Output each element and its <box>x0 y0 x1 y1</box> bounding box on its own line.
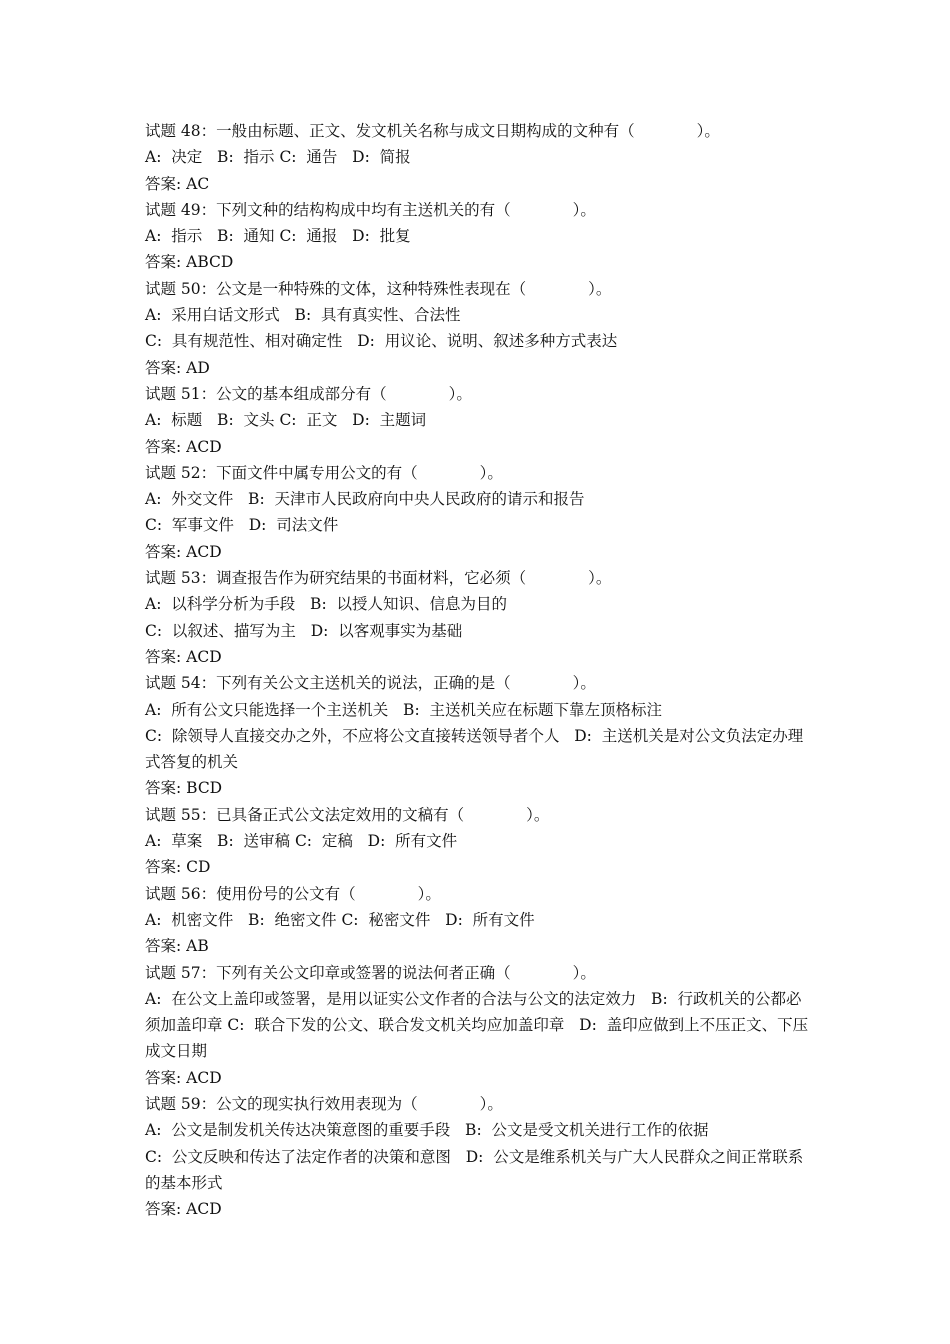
question-options: C: 以叙述、描写为主 D: 以客观事实为基础 <box>145 621 463 640</box>
question-title: 试题 59：公文的现实执行效用表现为（ ）。 <box>145 1094 503 1113</box>
question-title: 试题 49：下列文种的结构构成中均有主送机关的有（ ）。 <box>145 200 596 219</box>
question-options: A: 采用白话文形式 B: 具有真实性、合法性 <box>145 306 461 325</box>
question-options: C: 具有规范性、相对确定性 D: 用议论、说明、叙述多种方式表达 <box>145 332 618 351</box>
question-options: A: 标题 B: 文头 C: 正文 D: 主题词 <box>145 411 427 430</box>
question-list <box>145 118 810 1222</box>
question-53 <box>145 565 810 670</box>
question-answer: 答案: ACD <box>145 542 222 561</box>
question-answer: 答案: CD <box>145 858 211 877</box>
question-59 <box>145 1091 810 1222</box>
question-answer: 答案: ACD <box>145 647 222 666</box>
question-title: 试题 53：调查报告作为研究结果的书面材料，它必须（ ）。 <box>145 569 612 588</box>
question-52 <box>145 460 810 565</box>
question-answer: 答案: ACD <box>145 437 222 456</box>
question-title: 试题 54：下列有关公文主送机关的说法，正确的是（ ）。 <box>145 674 596 693</box>
question-title: 试题 52：下面文件中属专用公文的有（ ）。 <box>145 463 503 482</box>
question-title: 试题 50：公文是一种特殊的文体，这种特殊性表现在（ ）。 <box>145 279 612 298</box>
question-title: 试题 56：使用份号的公文有（ ）。 <box>145 884 441 903</box>
question-title: 试题 51：公文的基本组成部分有（ ）。 <box>145 384 472 403</box>
question-options: A: 指示 B: 通知 C: 通报 D: 批复 <box>145 227 411 246</box>
question-answer: 答案: AC <box>145 174 210 193</box>
question-57 <box>145 960 810 1091</box>
question-title: 试题 55：已具备正式公文法定效用的文稿有（ ）。 <box>145 805 550 824</box>
question-answer: 答案: ACD <box>145 1068 222 1087</box>
question-answer: 答案: AB <box>145 937 209 956</box>
question-title: 试题 48：一般由标题、正文、发文机关名称与成文日期构成的文种有（ ）。 <box>145 122 720 140</box>
question-options: A: 在公文上盖印或签署，是用以证实公文作者的合法与公文的法定效力 B: 行政机关的公都必须加盖印章 C: 联合下发的公文、联合发文机关均应加盖印章 D: 盖印应做到上不压正文、下压成文日期 <box>145 989 809 1061</box>
question-options: A: 公文是制发机关传达决策意图的重要手段 B: 公文是受文机关进行工作的依据 <box>145 1121 709 1140</box>
question-options: A: 机密文件 B: 绝密文件 C: 秘密文件 D: 所有文件 <box>145 910 535 929</box>
question-answer: 答案: BCD <box>145 779 223 798</box>
question-options: A: 以科学分析为手段 B: 以授人知识、信息为目的 <box>145 595 508 614</box>
question-options: A: 所有公文只能选择一个主送机关 B: 主送机关应在标题下靠左顶格标注 <box>145 700 663 719</box>
question-options: C: 军事文件 D: 司法文件 <box>145 516 339 535</box>
question-56 <box>145 881 810 960</box>
question-title: 试题 57：下列有关公文印章或签署的说法何者正确（ ）。 <box>145 963 596 982</box>
question-49 <box>145 197 810 276</box>
question-options: A: 外交文件 B: 天津市人民政府向中央人民政府的请示和报告 <box>145 490 585 509</box>
question-options: C: 除领导人直接交办之外，不应将公文直接转送领导者个人 D: 主送机关是对公文负法定办理式答复的机关 <box>145 726 804 772</box>
question-54 <box>145 670 810 801</box>
question-answer: 答案: AD <box>145 358 210 377</box>
question-answer: 答案: ABCD <box>145 253 234 272</box>
question-options: C: 公文反映和传达了法定作者的决策和意图 D: 公文是维系机关与广大人民群众之间正常联系的基本形式 <box>145 1147 804 1192</box>
question-55 <box>145 802 810 881</box>
question-options: A: 草案 B: 送审稿 C: 定稿 D: 所有文件 <box>145 832 458 851</box>
question-50 <box>145 276 810 381</box>
question-51 <box>145 381 810 460</box>
question-options: A: 决定 B: 指示 C: 通告 D: 简报 <box>145 148 411 167</box>
question-answer: 答案: ACD <box>145 1200 222 1219</box>
question-48 <box>145 118 810 197</box>
